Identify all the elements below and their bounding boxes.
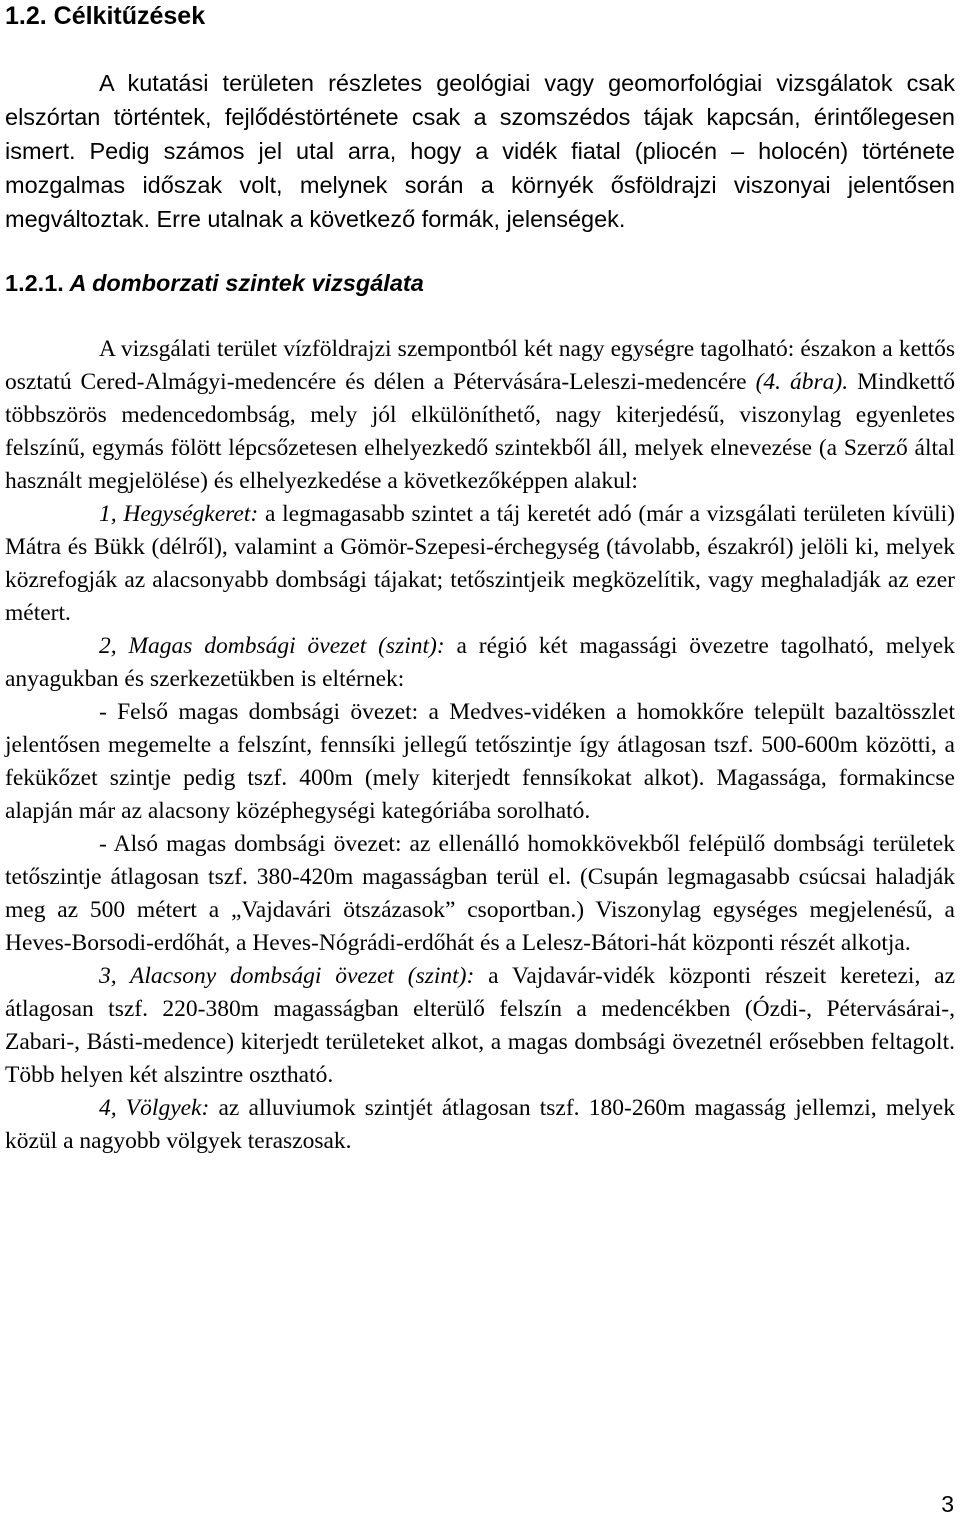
intro-text-part2: Pedig számos jel utal arra, hogy a vidék fiatal (pliocén – holocén) története mozgalmas időszak volt, melynek során a környék ősföldrajzi viszonyai jelentősen megváltoztak. Erre utalnak a következő formák, jelenségek. — [5, 138, 955, 232]
list-item-label: 4, Völgyek: — [99, 1095, 210, 1121]
subsection-number: 1.2.1. — [5, 270, 64, 296]
list-item-text: a legmagasabb szintet a táj keretét adó (már a vizsgálati területen kívüli) Mátra és Bükk (délről), valamint a Gömör-Szepesi-érchegység (távolabb, északról) jelöli ki, melyek közrefogják az alacsonyabb dombsági tájakat; tetőszintjeik megközelítik, vagy meghaladják az ezer métert. — [5, 501, 956, 626]
body-text-b: Mindkettő többszörös medencedombság, mely jól elkülöníthető, nagy kiterjedésű, viszonylag egyenletes felszínű, egymás fölött lépcsőzetesen elhelyezkedő szintekből áll, melyek elnevezése (a Szerző által használt megjelölése) és elhelyezkedése a következőképpen alakul: — [5, 369, 955, 494]
intro-paragraph — [5, 67, 955, 237]
intro-text-part1: A kutatási területen részletes geológiai vagy geomorfológiai vizsgálatok csak elszórtan történtek, fejlődéstörténete csak a szomszédos tájak kapcsán, érintőlegesen ismert. — [5, 70, 955, 164]
page-number: 3 — [941, 1491, 954, 1517]
sub-item-felso: - Felső magas dombsági övezet: a Medves-vidéken a homokkőre települt bazaltösszlet jelentősen megemelte a felszínt, fennsíki jellegű tetőszintje így átlagosan tszf. 500-600m közötti, a fekükőzet szintje pedig tszf. 400m (mely kiterjedt fennsíkokat alkot). Magassága, formakincse alapján már az alacsony középhegységi kategóriába sorolható. — [5, 699, 955, 824]
document-page — [5, 0, 955, 1158]
list-item-magas-dombsag — [5, 630, 955, 696]
subsection-title-text: A domborzati szintek vizsgálata — [63, 270, 424, 296]
figure-reference: (4. ábra). — [755, 369, 849, 395]
section-title: 1.2. Célkitűzések — [5, 2, 206, 30]
list-item-hegysegkeret — [5, 498, 955, 630]
list-item-alacsony-dombsag — [5, 960, 955, 1092]
list-item-volgyek — [5, 1092, 955, 1158]
list-item-text: az alluviumok szintjét átlagosan tszf. 180-260m magasság jellemzi, melyek közül a nagyobb völgyek teraszosak. — [5, 1095, 955, 1154]
list-item-label: 2, Magas dombsági övezet (szint): — [99, 633, 445, 659]
subsection-title — [5, 267, 955, 300]
body-text-a: A vizsgálati terület vízföldrajzi szempontból két nagy egységre tagolható: északon a kettős osztatú Cered-Almágyi-medencére és délen a Pétervására-Leleszi-medencére — [5, 336, 955, 395]
list-item-label: 3, Alacsony dombsági övezet (szint): — [99, 963, 475, 989]
list-item-text: a Vajdavár-vidék központi részeit keretezi, az átlagosan tszf. 220-380m magasságban elterülő felszín a medencékben (Ózdi-, Pétervásárai-, Zabari-, Básti-medence) kiterjedt területeket alkot, a magas dombsági övezetnél erősebben feltagolt. Több helyen két alszintre osztható. — [5, 963, 956, 1088]
body-paragraph-1 — [5, 333, 955, 498]
sub-item-also: - Alsó magas dombsági övezet: az ellenálló homokkövekből felépülő dombsági területek tetőszintje átlagosan tszf. 380-420m magasságban terül el. (Csupán legmagasabb csúcsai haladják meg az 500 métert a „Vajdavári ötszázasok” csoportban.) Viszonylag egységes megjelenésű, a Heves-Borsodi-erdőhát, a Heves-Nógrádi-erdőhát és a Lelesz-Bátori-hát központi részét alkotja. — [5, 831, 955, 956]
list-item-text: a régió két magassági övezetre tagolható, melyek anyagukban és szerkezetükben is eltérnek: — [5, 633, 955, 692]
list-item-label: 1, Hegységkeret: — [99, 501, 259, 527]
